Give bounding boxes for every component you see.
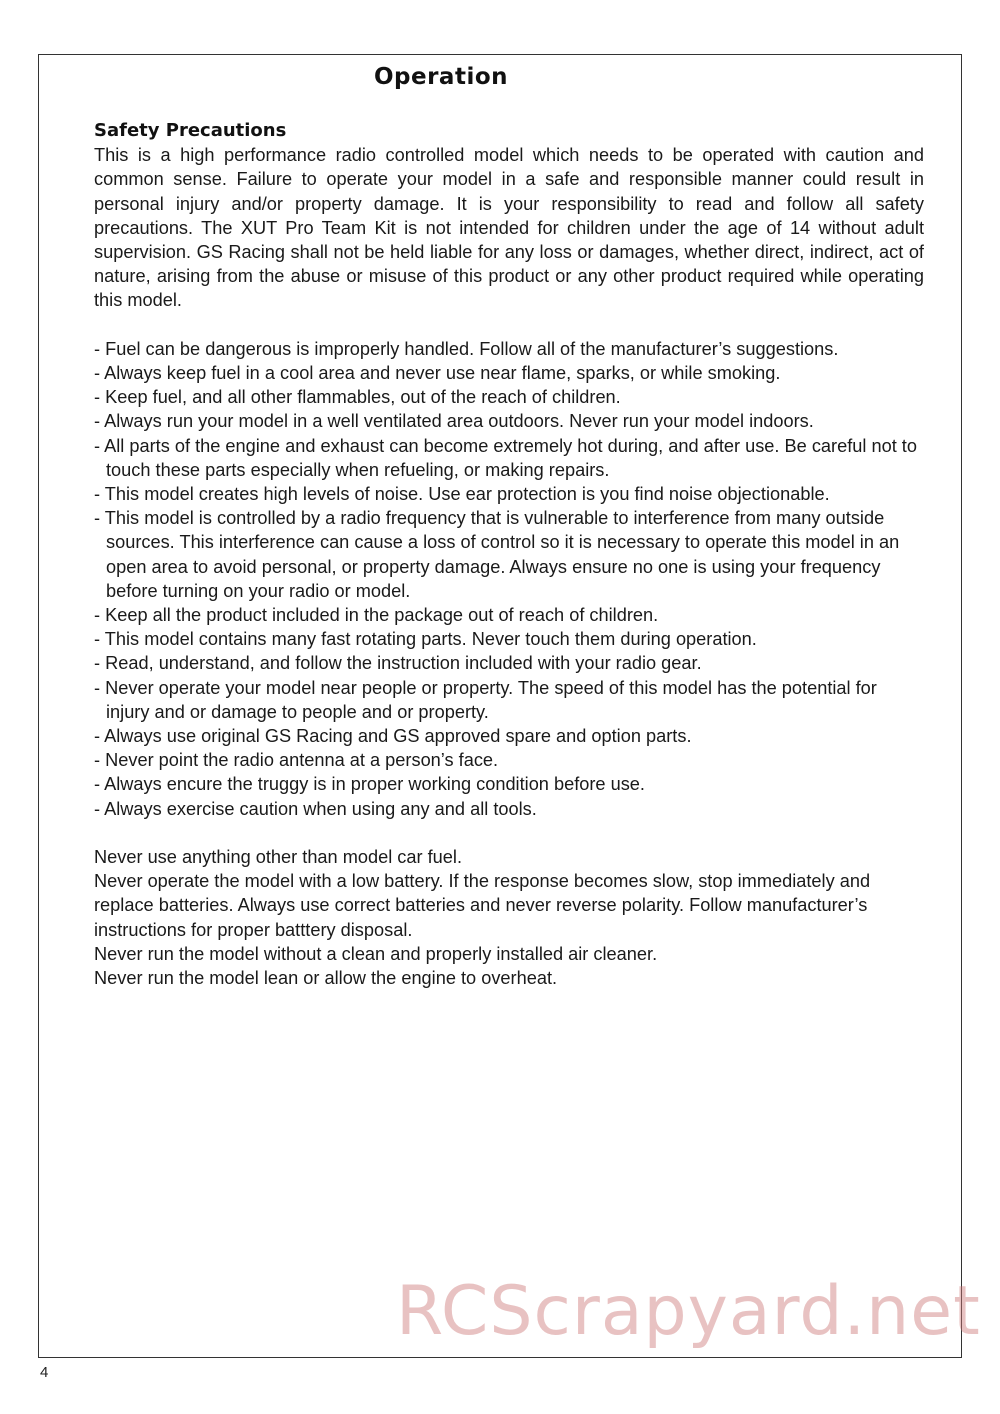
- intro-paragraph: This is a high performance radio controlled model which needs to be operated with caution and common sense. Failure to operate your model in a safe and responsible manner could result in personal injury and/or property damage. It is your responsibility to read and follow all safety precautions. The XUT Pro Team Kit is not intended for children under the age of 14 without adult supervision. GS Racing shall not be held liable for any loss or damages, whether direct, indirect, act of nature, arising from the abuse or misuse of this product or any other product required while operating this model.: [94, 145, 924, 311]
- list-item: - This model creates high levels of noise. Use ear protection is you find noise objectionable.: [94, 484, 830, 505]
- note-line: Never operate the model with a low battery. If the response becomes slow, stop immediately and replace batteries. Always use correct batteries and never reverse polarity. Follow manufacturer’s instructions for proper batttery disposal.: [94, 871, 871, 940]
- list-item: - Read, understand, and follow the instruction included with your radio gear.: [94, 653, 702, 674]
- list-item: - Always keep fuel in a cool area and never use near flame, sparks, or while smoking.: [94, 363, 781, 384]
- note-line: Never use anything other than model car fuel.: [94, 847, 463, 868]
- list-item: - Keep all the product included in the package out of reach of children.: [94, 605, 659, 626]
- list-item: - All parts of the engine and exhaust can become extremely hot during, and after use. Be careful not to touch these parts especially when refueling, or making repairs.: [94, 435, 917, 480]
- list-item: - Always use original GS Racing and GS approved spare and option parts.: [94, 726, 692, 747]
- list-item: - Always run your model in a well ventilated area outdoors. Never run your model indoors.: [94, 411, 814, 432]
- spacer: [94, 821, 924, 845]
- page-number: 4: [40, 1364, 49, 1381]
- list-item: - Keep fuel, and all other flammables, out of the reach of children.: [94, 387, 621, 408]
- note-line: Never run the model without a clean and properly installed air cleaner.: [94, 943, 658, 964]
- page-title: Operation: [373, 64, 509, 90]
- list-item: - Always exercise caution when using any and all tools.: [94, 798, 537, 819]
- list-item: - Never operate your model near people or property. The speed of this model has the potential for injury and or damage to people and or property.: [94, 677, 877, 722]
- note-line: Never run the model lean or allow the engine to overheat.: [94, 968, 558, 989]
- notes-block: [94, 845, 924, 990]
- safety-section: [94, 119, 924, 990]
- list-item: - This model contains many fast rotating parts. Never touch them during operation.: [94, 629, 757, 650]
- list-item: - Always encure the truggy is in proper working condition before use.: [94, 774, 645, 795]
- precautions-list: [94, 337, 924, 821]
- list-item: - Never point the radio antenna at a person’s face.: [94, 750, 499, 771]
- watermark-text: RCScrapyard.net: [396, 1272, 981, 1351]
- list-item: - Fuel can be dangerous is improperly handled. Follow all of the manufacturer’s suggestions.: [94, 338, 839, 359]
- list-item: - This model is controlled by a radio frequency that is vulnerable to interference from many outside sources. This interference can cause a loss of control so it is necessary to operate this model in an open area to avoid personal, or property damage. Always ensure no one is using your frequency before turning on your radio or model.: [94, 508, 900, 601]
- spacer: [94, 313, 924, 337]
- section-heading: Safety Precautions: [94, 120, 287, 141]
